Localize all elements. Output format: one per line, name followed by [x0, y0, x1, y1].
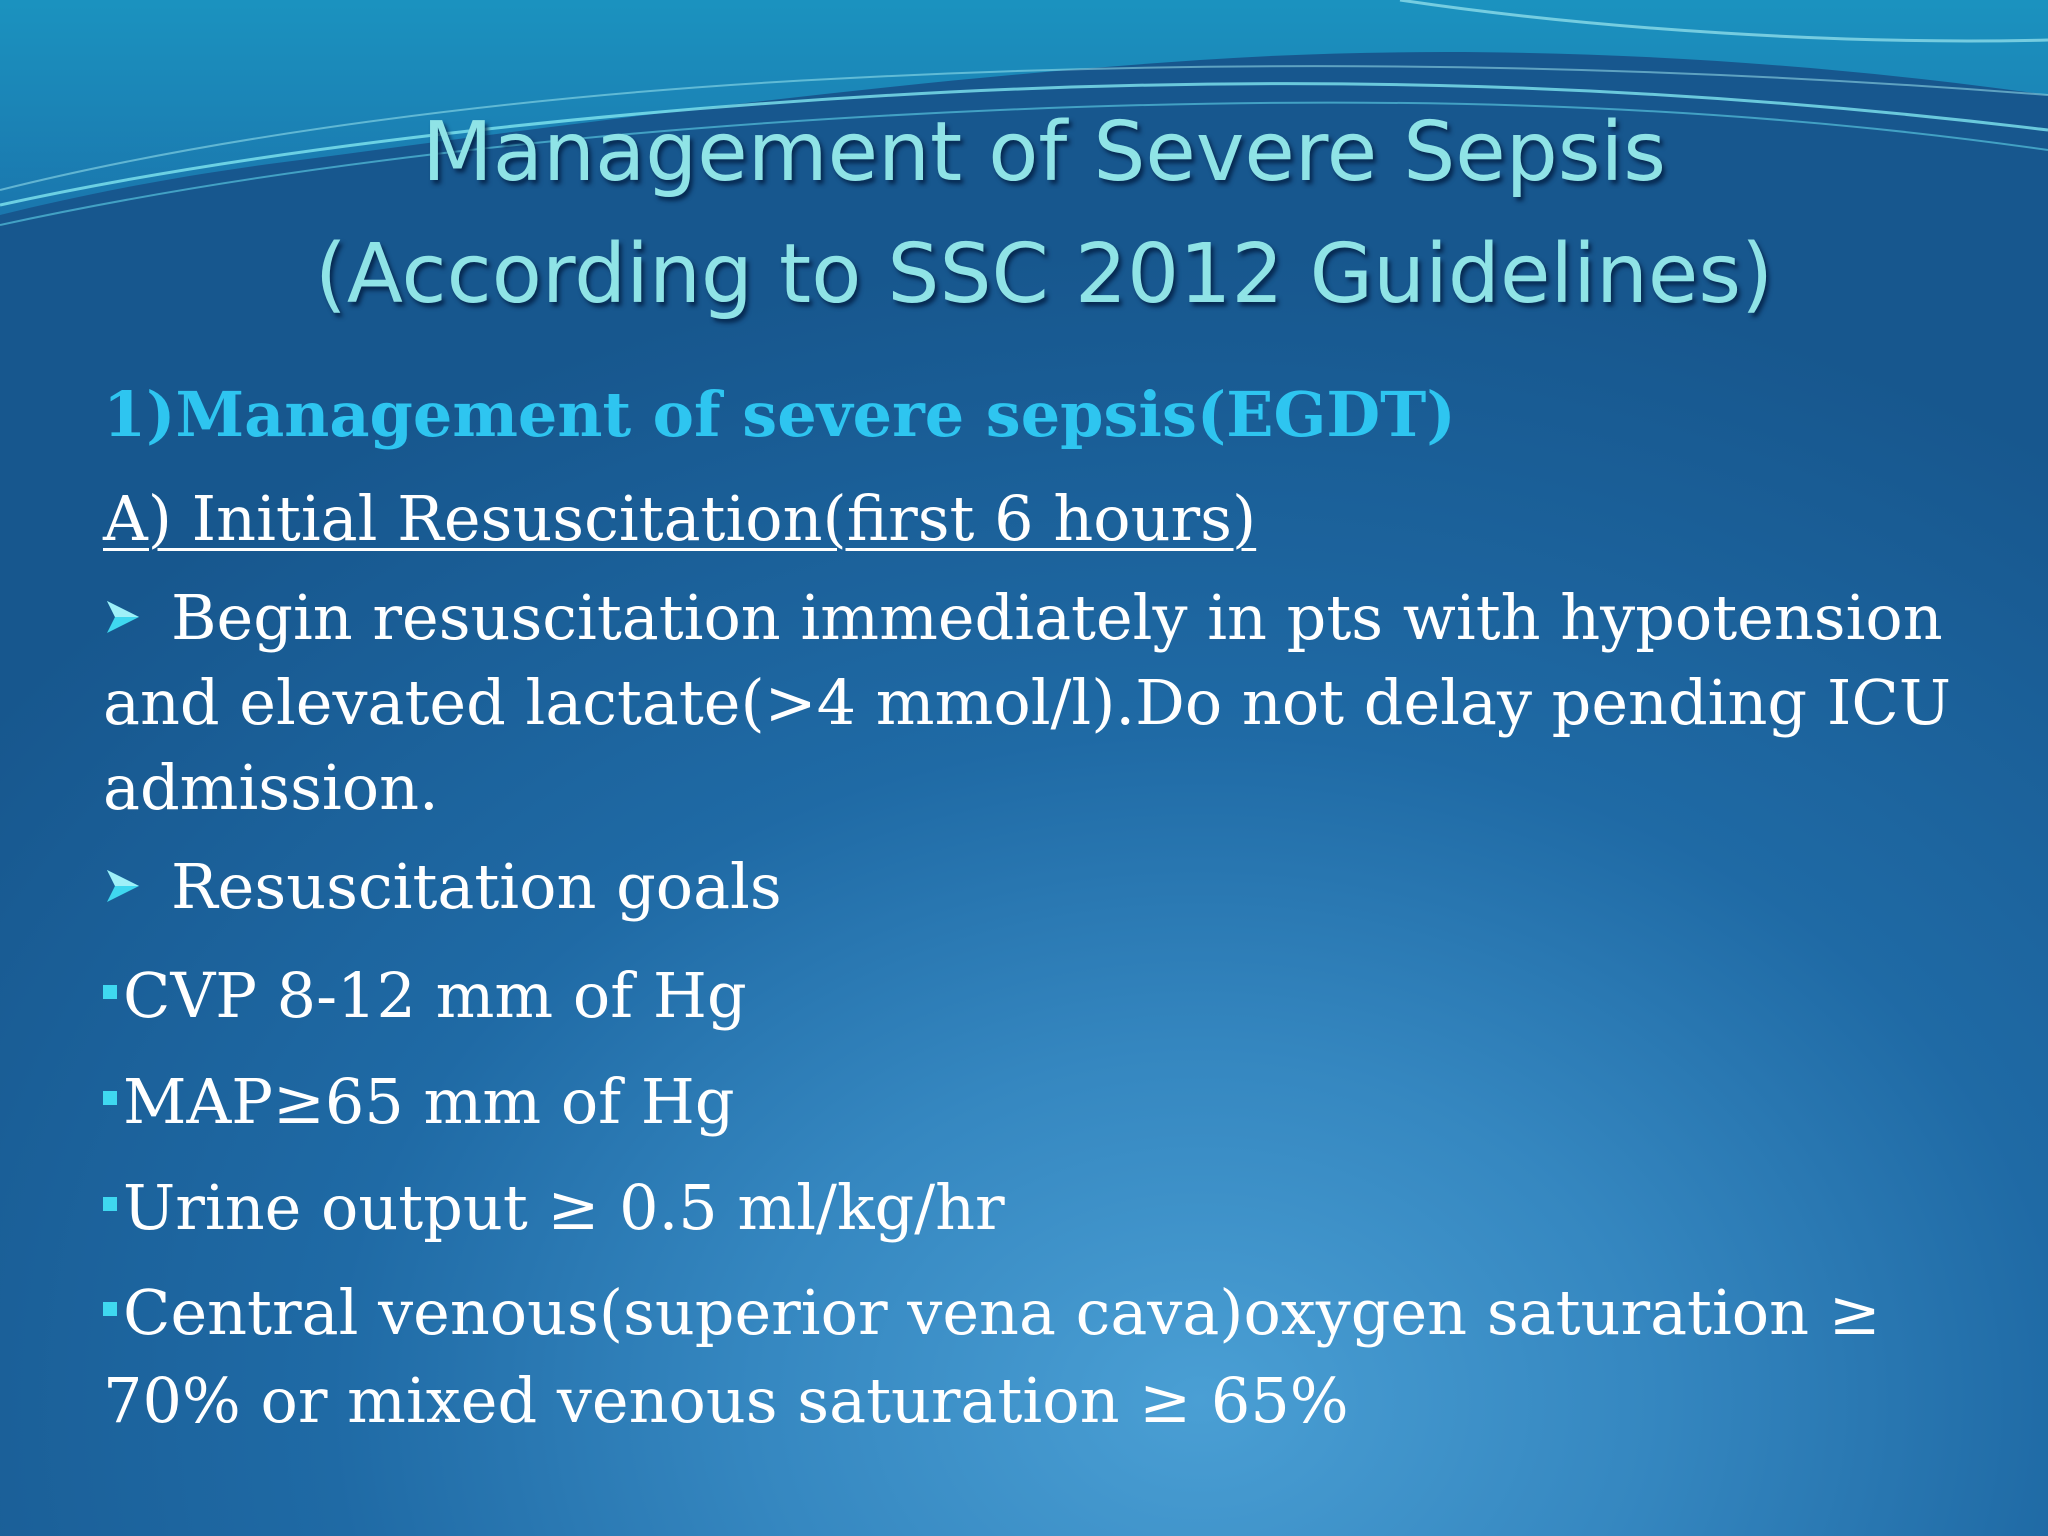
- square-bullet-icon: [103, 1197, 117, 1211]
- goal-text: Urine output ≥ 0.5 ml/kg/hr: [123, 1171, 1005, 1244]
- section-heading: 1)Management of severe sepsis(EGDT): [103, 378, 1456, 451]
- arrow-bullet-text: Resuscitation goals: [171, 850, 782, 923]
- arrowhead-bullet-icon: [103, 866, 143, 906]
- square-bullet-icon: [103, 1302, 117, 1316]
- slide-title: [0, 92, 2048, 336]
- goal-item: [103, 1155, 1963, 1261]
- title-line-1: Management of Severe Sepsis: [421, 105, 1666, 200]
- goal-text: MAP≥65 mm of Hg: [123, 1065, 735, 1138]
- square-bullet-icon: [103, 1091, 117, 1105]
- subheading: A) Initial Resuscitation(first 6 hours): [103, 482, 1257, 555]
- square-bullet-icon: [103, 985, 117, 999]
- goal-text: Central venous(superior vena cava)oxygen saturation ≥ 70% or mixed venous saturation ≥ 65%: [103, 1276, 1881, 1437]
- slide-content: [103, 365, 1963, 1445]
- goal-text: CVP 8-12 mm of Hg: [123, 959, 747, 1032]
- goal-item: [103, 1049, 1963, 1155]
- arrow-bullet-item: [103, 844, 1963, 929]
- goal-item: [103, 943, 1963, 1049]
- arrow-bullet-item: [103, 575, 1963, 830]
- title-line-2: (According to SSC 2012 Guidelines): [314, 227, 1774, 322]
- arrow-bullet-text: Begin resuscitation immediately in pts with hypotension and elevated lactate(>4 mmol/l).Do not delay pending ICU admission.: [103, 581, 1952, 824]
- goal-item: [103, 1269, 1963, 1445]
- arrowhead-bullet-icon: [103, 597, 143, 637]
